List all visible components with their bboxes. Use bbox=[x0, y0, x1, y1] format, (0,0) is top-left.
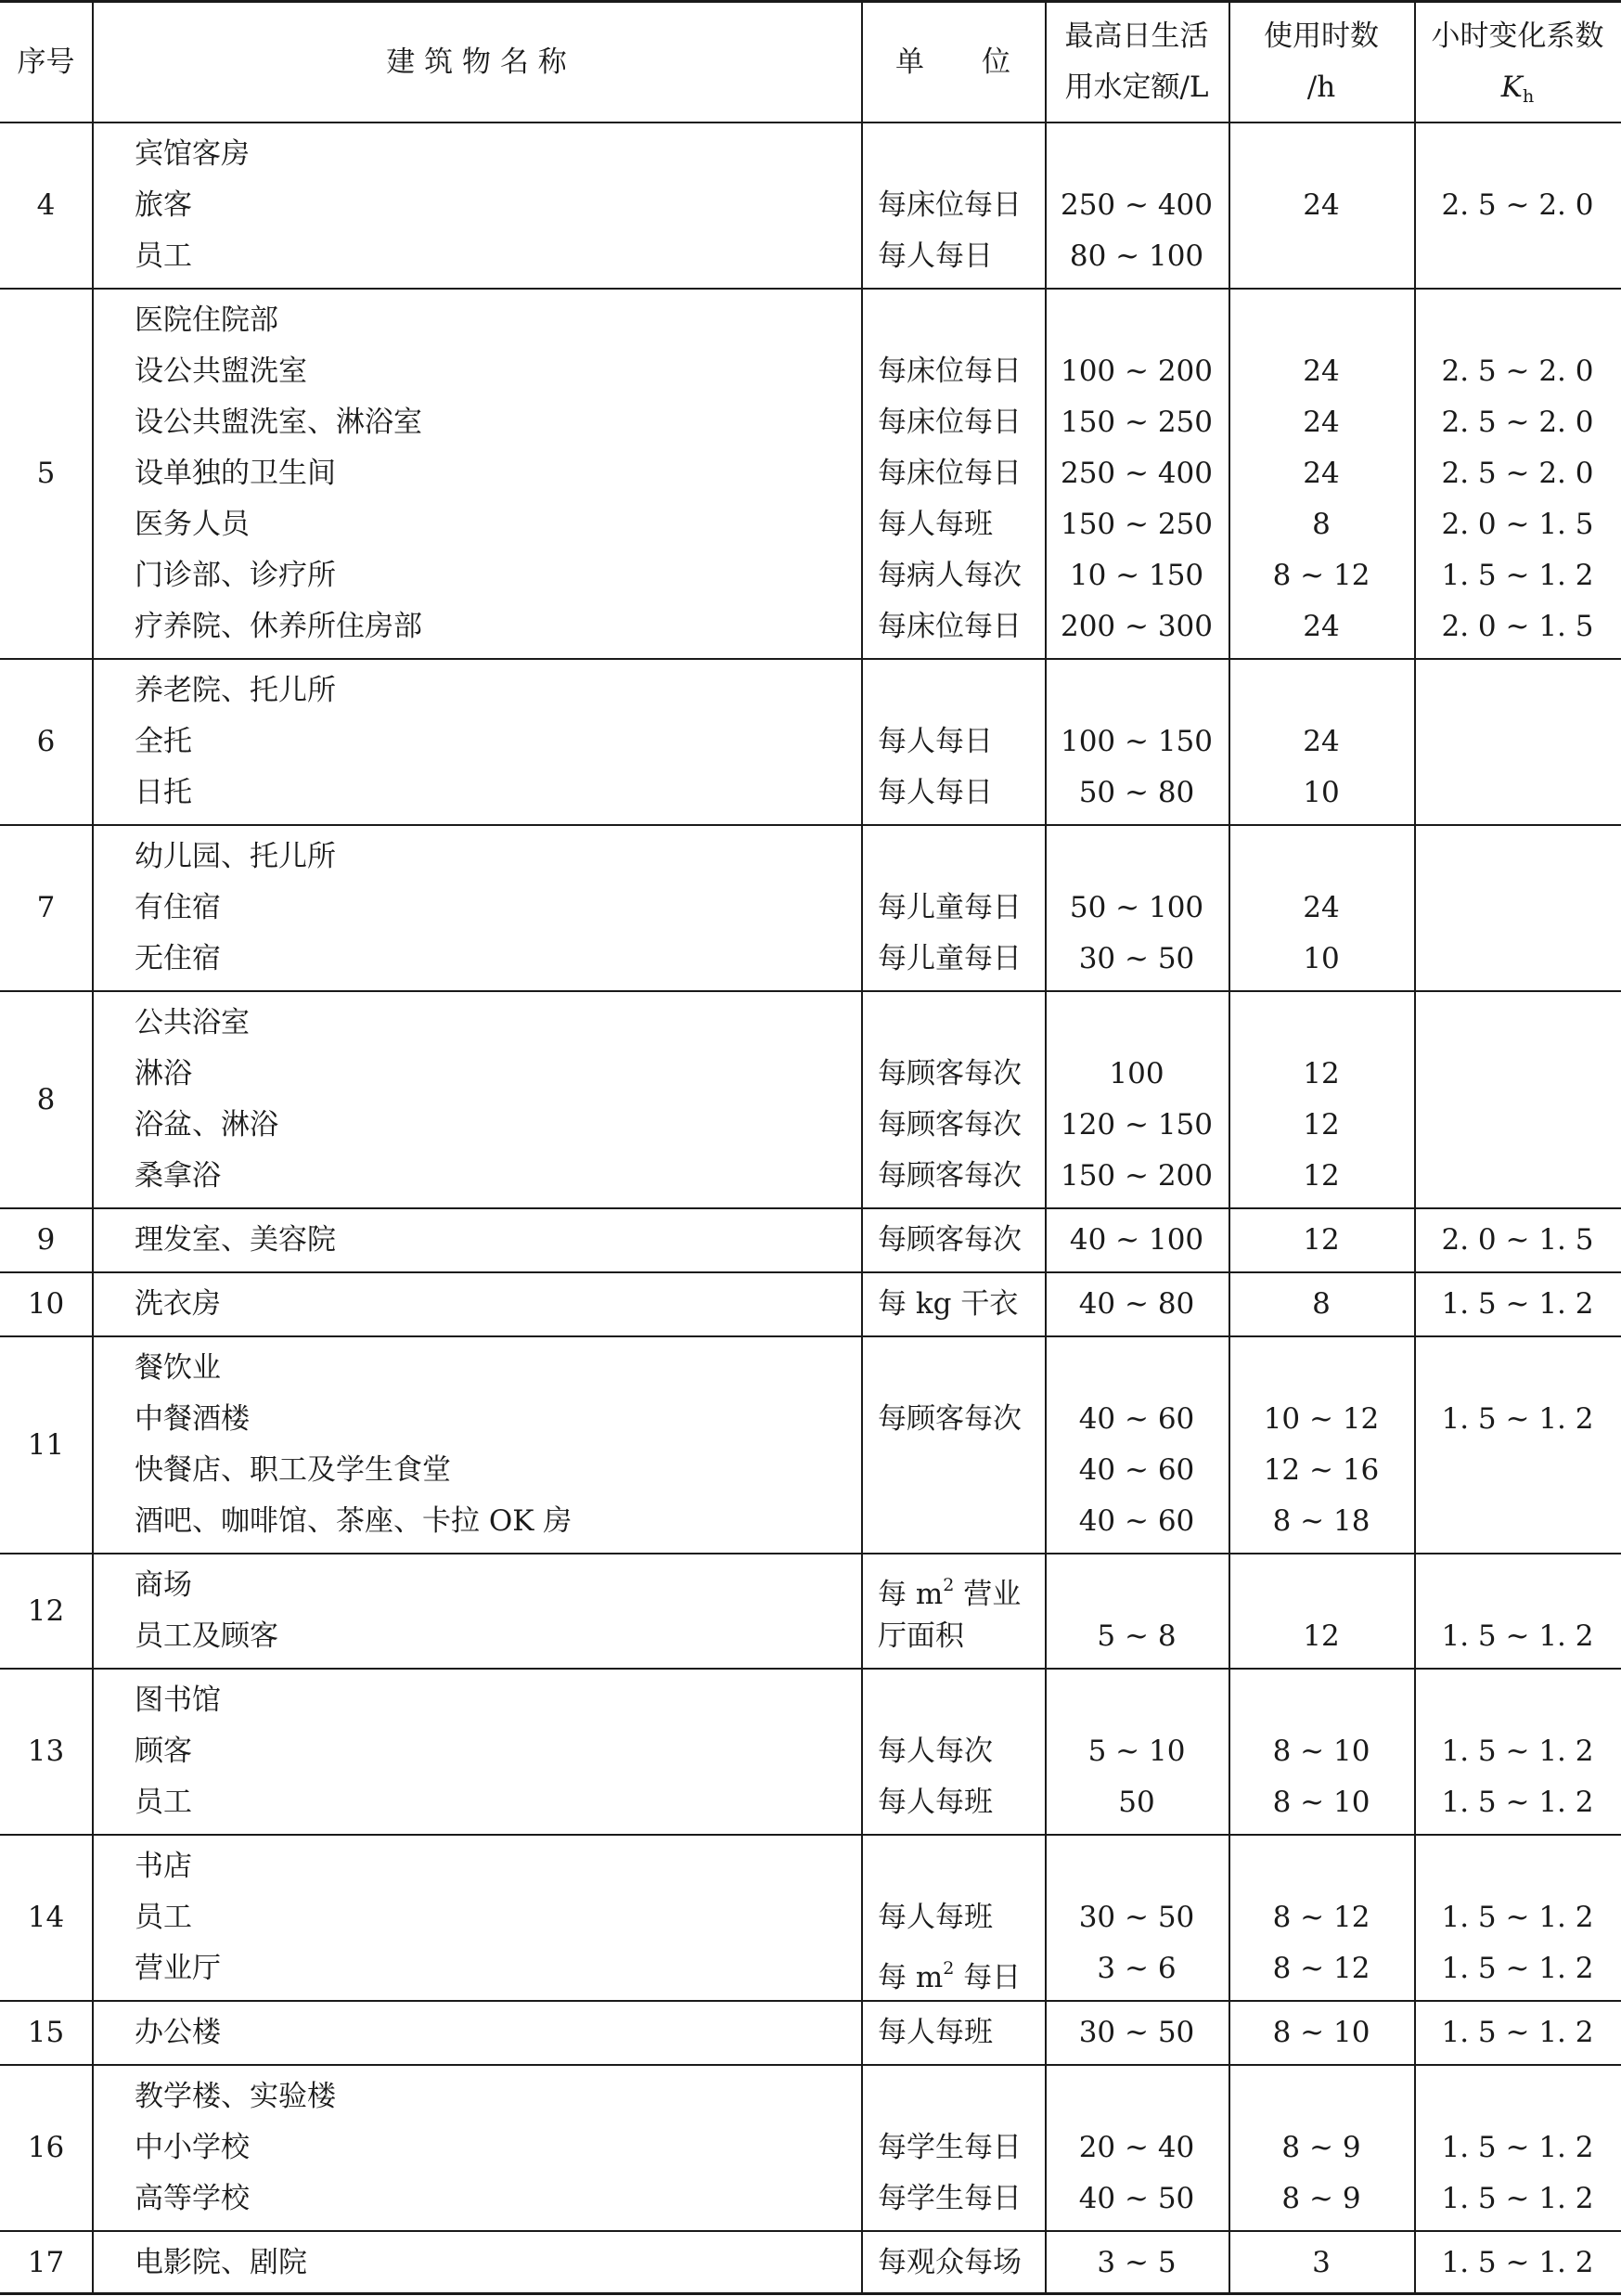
row-no: 15 bbox=[27, 2016, 65, 2049]
row-hours: 8 ~ 10 bbox=[1272, 1735, 1370, 1768]
row-quota: 40 ~ 50 bbox=[1078, 2182, 1195, 2215]
row-divider bbox=[0, 658, 1621, 660]
row-kh: 1. 5 ~ 1. 2 bbox=[1441, 1952, 1594, 1985]
row-quota: 5 ~ 8 bbox=[1097, 1619, 1177, 1653]
row-quota: 30 ~ 50 bbox=[1078, 942, 1195, 975]
row-hours: 8 ~ 12 bbox=[1272, 559, 1370, 592]
row-divider bbox=[0, 2000, 1621, 2002]
row-name: 有住宿 bbox=[135, 891, 221, 924]
row-hours: 8 ~ 10 bbox=[1272, 2016, 1370, 2049]
row-name: 全托 bbox=[135, 725, 192, 758]
row-name: 医务人员 bbox=[135, 508, 250, 541]
row-quota: 40 ~ 80 bbox=[1078, 1287, 1195, 1321]
table-bottom-border bbox=[0, 2292, 1621, 2295]
row-name: 商场 bbox=[135, 1568, 192, 1602]
row-divider bbox=[0, 288, 1621, 290]
row-quota: 100 ~ 150 bbox=[1060, 725, 1214, 758]
row-hours: 24 bbox=[1303, 406, 1340, 439]
row-name: 餐饮业 bbox=[135, 1351, 221, 1385]
row-quota: 3 ~ 6 bbox=[1097, 1952, 1177, 1985]
row-quota: 30 ~ 50 bbox=[1078, 1901, 1195, 1934]
row-kh: 2. 0 ~ 1. 5 bbox=[1441, 1223, 1594, 1257]
column-divider bbox=[1045, 0, 1047, 2295]
row-name: 电影院、剧院 bbox=[135, 2246, 307, 2279]
row-name: 员工及顾客 bbox=[135, 1619, 278, 1653]
row-name: 浴盆、淋浴 bbox=[135, 1108, 278, 1142]
row-quota: 100 bbox=[1109, 1057, 1164, 1090]
row-hours: 10 ~ 12 bbox=[1263, 1402, 1380, 1436]
row-divider bbox=[0, 1668, 1621, 1670]
row-unit: 每人每次 bbox=[878, 1735, 993, 1768]
row-unit: 每学生每日 bbox=[878, 2131, 1022, 2164]
row-kh: 1. 5 ~ 1. 2 bbox=[1441, 2016, 1594, 2049]
row-hours: 12 bbox=[1303, 1159, 1340, 1193]
row-quota: 30 ~ 50 bbox=[1078, 2016, 1195, 2049]
header-hours bbox=[1229, 11, 1414, 113]
row-unit: 每顾客每次 bbox=[878, 1057, 1022, 1090]
row-name: 图书馆 bbox=[135, 1683, 221, 1717]
row-kh: 2. 5 ~ 2. 0 bbox=[1441, 188, 1594, 222]
row-kh: 1. 5 ~ 1. 2 bbox=[1441, 1402, 1594, 1436]
row-quota: 40 ~ 100 bbox=[1069, 1223, 1204, 1257]
row-divider bbox=[0, 1553, 1621, 1554]
row-quota: 250 ~ 400 bbox=[1060, 457, 1214, 490]
row-kh: 2. 5 ~ 2. 0 bbox=[1441, 355, 1594, 388]
row-unit: 每人每班 bbox=[878, 508, 993, 541]
row-name: 疗养院、休养所住房部 bbox=[135, 610, 422, 643]
row-kh: 1. 5 ~ 1. 2 bbox=[1441, 1287, 1594, 1321]
row-unit: 每儿童每日 bbox=[878, 942, 1022, 975]
row-hours: 24 bbox=[1303, 610, 1340, 643]
row-name: 门诊部、诊疗所 bbox=[135, 559, 336, 592]
row-no: 6 bbox=[36, 725, 56, 758]
row-kh: 1. 5 ~ 1. 2 bbox=[1441, 1901, 1594, 1934]
row-hours: 8 ~ 12 bbox=[1272, 1901, 1370, 1934]
row-unit: 每人每日 bbox=[878, 239, 993, 273]
row-kh: 1. 5 ~ 1. 2 bbox=[1441, 2246, 1594, 2279]
row-hours: 8 bbox=[1312, 1287, 1331, 1321]
table-top-border bbox=[0, 0, 1621, 3]
row-divider bbox=[0, 2230, 1621, 2232]
row-no: 17 bbox=[27, 2246, 65, 2279]
row-quota: 120 ~ 150 bbox=[1060, 1108, 1214, 1142]
row-kh: 1. 5 ~ 1. 2 bbox=[1441, 1619, 1594, 1653]
header-name: 建 筑 物 名 称 bbox=[386, 45, 567, 79]
row-name: 设公共盥洗室 bbox=[135, 355, 307, 388]
header-quota-line1: 最高日生活 bbox=[1064, 19, 1209, 53]
row-name: 养老院、托儿所 bbox=[135, 674, 336, 707]
header-quota bbox=[1045, 11, 1229, 113]
row-name: 理发室、美容院 bbox=[135, 1223, 336, 1257]
row-quota: 10 ~ 150 bbox=[1069, 559, 1204, 592]
row-divider bbox=[0, 1207, 1621, 1209]
row-hours: 8 ~ 12 bbox=[1272, 1952, 1370, 1985]
row-quota: 80 ~ 100 bbox=[1069, 239, 1204, 273]
row-quota: 250 ~ 400 bbox=[1060, 188, 1214, 222]
row-unit: 每顾客每次 bbox=[878, 1159, 1022, 1193]
row-name: 设公共盥洗室、淋浴室 bbox=[135, 406, 422, 439]
header-unit: 单 位 bbox=[895, 45, 1010, 79]
row-divider bbox=[0, 1335, 1621, 1337]
header-quota-line2: 用水定额/L bbox=[1064, 71, 1209, 104]
column-divider bbox=[92, 0, 94, 2295]
row-kh: 1. 5 ~ 1. 2 bbox=[1441, 2182, 1594, 2215]
row-no: 4 bbox=[36, 188, 56, 222]
row-no: 12 bbox=[27, 1593, 65, 1628]
row-name: 营业厅 bbox=[135, 1952, 221, 1985]
row-hours: 12 bbox=[1303, 1223, 1340, 1257]
header-hours-line2: /h bbox=[1306, 71, 1336, 104]
row-name: 办公楼 bbox=[135, 2016, 221, 2049]
column-divider bbox=[861, 0, 863, 2295]
row-unit: 每儿童每日 bbox=[878, 891, 1022, 924]
row-hours: 24 bbox=[1303, 188, 1340, 222]
row-quota: 3 ~ 5 bbox=[1097, 2246, 1177, 2279]
row-kh: 1. 5 ~ 1. 2 bbox=[1441, 559, 1594, 592]
row-unit: 每人每班 bbox=[878, 1786, 993, 1819]
row-hours: 24 bbox=[1303, 457, 1340, 490]
row-no: 11 bbox=[27, 1427, 65, 1462]
row-hours: 10 bbox=[1303, 942, 1340, 975]
row-kh: 1. 5 ~ 1. 2 bbox=[1441, 2131, 1594, 2164]
row-no: 5 bbox=[36, 457, 56, 490]
row-unit: 每顾客每次 bbox=[878, 1223, 1022, 1257]
row-unit: 每人每班 bbox=[878, 2016, 993, 2049]
row-hours: 8 ~ 9 bbox=[1281, 2131, 1361, 2164]
row-quota: 200 ~ 300 bbox=[1060, 610, 1214, 643]
row-quota: 150 ~ 250 bbox=[1060, 406, 1214, 439]
row-unit: 每学生每日 bbox=[878, 2182, 1022, 2215]
row-kh: 1. 5 ~ 1. 2 bbox=[1441, 1735, 1594, 1768]
row-unit: 每 $m^2$ 每日 bbox=[878, 1958, 1022, 1994]
row-quota: 40 ~ 60 bbox=[1078, 1504, 1195, 1538]
row-hours: 10 bbox=[1303, 776, 1340, 809]
header-no: 序号 bbox=[17, 45, 75, 79]
row-quota: 150 ~ 250 bbox=[1060, 508, 1214, 541]
row-hours: 8 bbox=[1312, 508, 1331, 541]
row-hours: 8 ~ 10 bbox=[1272, 1786, 1370, 1819]
row-hours: 24 bbox=[1303, 355, 1340, 388]
row-name: 员工 bbox=[135, 239, 192, 273]
row-hours: 12 bbox=[1303, 1108, 1340, 1142]
row-name: 中小学校 bbox=[135, 2131, 250, 2164]
row-name: 员工 bbox=[135, 1786, 192, 1819]
row-divider bbox=[0, 1834, 1621, 1836]
row-no: 7 bbox=[36, 891, 56, 924]
row-kh: 2. 0 ~ 1. 5 bbox=[1441, 508, 1594, 541]
header-kh-line1: 小时变化系数 bbox=[1431, 19, 1604, 53]
row-name: 日托 bbox=[135, 776, 192, 809]
row-name: 酒吧、咖啡馆、茶座、卡拉 OK 房 bbox=[135, 1504, 572, 1538]
row-hours: 12 ~ 16 bbox=[1263, 1453, 1380, 1487]
row-kh: 2. 0 ~ 1. 5 bbox=[1441, 610, 1594, 643]
row-hours: 12 bbox=[1303, 1057, 1340, 1090]
row-unit: 每床位每日 bbox=[878, 406, 1022, 439]
row-name: 桑拿浴 bbox=[135, 1159, 221, 1193]
row-no: 16 bbox=[27, 2131, 65, 2164]
row-unit: 每 kg 干衣 bbox=[878, 1287, 1019, 1321]
row-unit: 每顾客每次 bbox=[878, 1402, 1022, 1436]
row-divider bbox=[0, 1271, 1621, 1273]
row-kh: 2. 5 ~ 2. 0 bbox=[1441, 457, 1594, 490]
row-hours: 8 ~ 18 bbox=[1272, 1504, 1370, 1538]
row-unit: 每床位每日 bbox=[878, 188, 1022, 222]
row-unit: 厅面积 bbox=[878, 1619, 964, 1653]
row-unit: 每床位每日 bbox=[878, 355, 1022, 388]
row-unit: 每观众每场 bbox=[878, 2246, 1022, 2279]
column-divider bbox=[1229, 0, 1230, 2295]
row-hours: 3 bbox=[1312, 2246, 1331, 2279]
row-hours: 8 ~ 9 bbox=[1281, 2182, 1361, 2215]
row-name: 中餐酒楼 bbox=[135, 1402, 250, 1436]
row-name: 淋浴 bbox=[135, 1057, 192, 1090]
header-kh-symbol: $K_h$ bbox=[1500, 71, 1535, 107]
row-kh: 1. 5 ~ 1. 2 bbox=[1441, 1786, 1594, 1819]
row-quota: 50 ~ 80 bbox=[1078, 776, 1195, 809]
row-divider bbox=[0, 2064, 1621, 2066]
row-hours: 24 bbox=[1303, 891, 1340, 924]
row-quota: 40 ~ 60 bbox=[1078, 1402, 1195, 1436]
row-unit: 每床位每日 bbox=[878, 457, 1022, 490]
row-no: 8 bbox=[36, 1082, 56, 1116]
row-name: 快餐店、职工及学生食堂 bbox=[135, 1453, 451, 1487]
row-no: 14 bbox=[27, 1901, 65, 1934]
row-name: 设单独的卫生间 bbox=[135, 457, 336, 490]
row-hours: 24 bbox=[1303, 725, 1340, 758]
row-unit: 每 $m^2$ 营业 bbox=[878, 1575, 1022, 1611]
row-quota: 50 ~ 100 bbox=[1069, 891, 1204, 924]
row-name: 洗衣房 bbox=[135, 1287, 221, 1321]
row-no: 9 bbox=[36, 1223, 56, 1257]
row-name: 旅客 bbox=[135, 188, 192, 222]
header-divider bbox=[0, 122, 1621, 123]
row-name: 医院住院部 bbox=[135, 303, 278, 337]
row-quota: 150 ~ 200 bbox=[1060, 1159, 1214, 1193]
column-divider bbox=[1414, 0, 1416, 2295]
row-divider bbox=[0, 990, 1621, 992]
row-quota: 50 bbox=[1118, 1786, 1155, 1819]
header-hours-line1: 使用时数 bbox=[1264, 19, 1379, 53]
row-quota: 20 ~ 40 bbox=[1078, 2131, 1195, 2164]
row-name: 顾客 bbox=[135, 1735, 192, 1768]
row-name: 宾馆客房 bbox=[135, 137, 250, 171]
row-unit: 每人每日 bbox=[878, 725, 993, 758]
row-no: 10 bbox=[27, 1287, 65, 1321]
row-no: 13 bbox=[27, 1735, 65, 1768]
row-unit: 每床位每日 bbox=[878, 610, 1022, 643]
row-hours: 12 bbox=[1303, 1619, 1340, 1653]
row-kh: 2. 5 ~ 2. 0 bbox=[1441, 406, 1594, 439]
row-name: 员工 bbox=[135, 1901, 192, 1934]
row-unit: 每顾客每次 bbox=[878, 1108, 1022, 1142]
row-name: 书店 bbox=[135, 1850, 192, 1883]
row-name: 无住宿 bbox=[135, 942, 221, 975]
row-unit: 每人每日 bbox=[878, 776, 993, 809]
row-name: 高等学校 bbox=[135, 2182, 250, 2215]
row-unit: 每人每班 bbox=[878, 1901, 993, 1934]
row-quota: 100 ~ 200 bbox=[1060, 355, 1214, 388]
row-quota: 40 ~ 60 bbox=[1078, 1453, 1195, 1487]
row-quota: 5 ~ 10 bbox=[1087, 1735, 1186, 1768]
header-kh bbox=[1414, 11, 1621, 123]
row-divider bbox=[0, 824, 1621, 826]
row-unit: 每病人每次 bbox=[878, 559, 1022, 592]
row-name: 教学楼、实验楼 bbox=[135, 2080, 336, 2113]
row-name: 公共浴室 bbox=[135, 1006, 250, 1039]
row-name: 幼儿园、托儿所 bbox=[135, 840, 336, 873]
